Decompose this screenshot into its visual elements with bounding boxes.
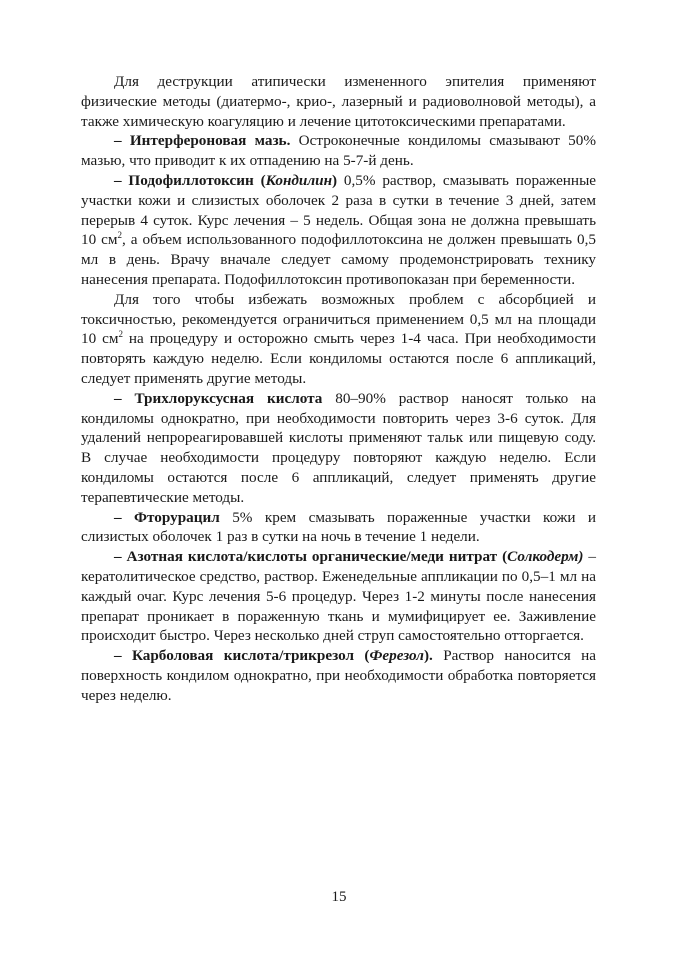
superscript: 2 [117,230,123,241]
bold-text: ) [332,171,338,189]
text-run: 0,5% раствор, смазывать пораженные участки кожи и слизистых оболочек 2 раза в сутки в течение 3 дней, затем перерыв 4 суток. Курс лечения – 5 недель. Общая зона не должна превышать 10 см [81,171,597,249]
page-number: 15 [331,889,347,905]
paragraph [81,646,596,705]
bold-text: – Подофиллотоксин ( [114,171,266,189]
paragraph [81,131,596,171]
bold-text: – Трихлоруксусная кислота [114,389,323,407]
paragraph [81,508,596,548]
text-run: – кератолитическое средство, раствор. Еженедельные аппликации по 0,5–1 мл на каждый очаг. Курс лечения 5-6 процедур. Через 1-2 минуты после нанесения препарат проникает в пораженную ткань и мумифицирует ее. Заживление происходит быстро. Через несколько дней струп самостоятельно отторгается. [81,548,596,645]
text-run: Раствор наносится на поверхность кондилом однократно, при необходимости обработка повторяется через неделю. [81,647,596,704]
text-run: , а объем использованного подофиллотоксина не должен превышать 0,5 мл в день. Врачу вначале следует самому продемонстрировать технику нанесения препарата. Подофиллотоксин противопоказан при беременности. [81,231,597,288]
paragraph [81,547,596,646]
bold-text: Солкодерм) [507,548,584,566]
bold-text: ). [423,647,433,665]
text-run: Для деструкции атипически измененного эпителия применяют физические методы (диатермо-, крио-, лазерный и радиоволновой методы), а также химическую коагуляцию и лечение цитотоксическими препаратами. [81,73,596,130]
paragraph [81,389,596,508]
text-run: 80–90% раствор наносят только на кондиломы однократно, при необходимости повторить через 3-6 суток. Для удалений непрореагировавшей кислоты применяют тальк или пищевую соду. В случае необходимости процедуру повторяют каждую неделю. Если кондиломы остаются после 6 аппликаций, следует применять другие терапевтические методы. [81,389,596,506]
text-run: на процедуру и осторожно смыть через 1-4 часа. При необходимости повторять каждую неделю. Если кондиломы остаются после 6 аппликаций, следует применять другие методы. [81,330,596,387]
paragraph [81,72,596,131]
paragraph [81,290,596,389]
bold-text: – Азотная кислота/кислоты органические/меди нитрат ( [114,548,508,566]
bold-text: Кондилин [265,171,333,189]
bold-text: – Фторурацил [114,508,220,526]
text-run: 5% крем смазывать пораженные участки кожи и слизистых оболочек 1 раз в сутки на ночь в течение 1 недели. [81,508,596,546]
text-run: Для того чтобы избежать возможных проблем с абсорбцией и токсичностью, рекомендуется ограничиться применением 0,5 мл на площади 10 см [81,290,596,348]
superscript: 2 [118,329,123,340]
text-run: Остроконечные кондиломы смазывают 50% мазью, что приводит к их отпадению на 5-7-й день. [81,132,597,170]
bold-text: – Карболовая кислота/трикрезол ( [114,647,370,665]
bold-text: Ферезол [369,647,424,665]
bold-text: – Интерфероновая мазь. [114,132,291,150]
paragraph [81,171,596,290]
page-body [81,72,596,706]
